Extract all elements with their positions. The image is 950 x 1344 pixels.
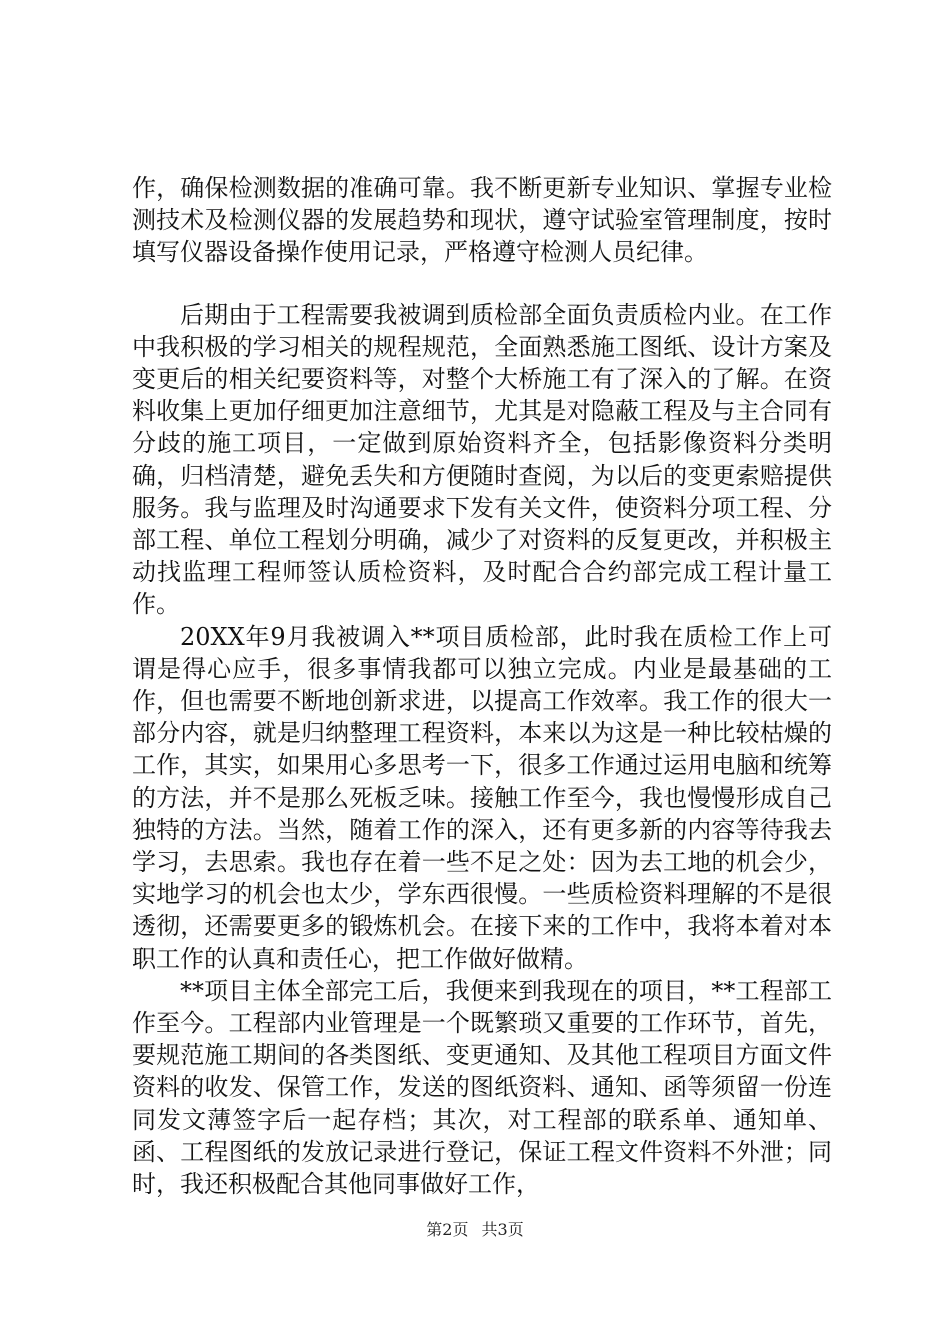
paragraph-continued: 作，确保检测数据的准确可靠。我不断更新专业知识、掌握专业检测技术及检测仪器的发展趋势和现状，遵守试验室管理制度，按时填写仪器设备操作使用记录，严格遵守检测人员纪律。 [132, 174, 832, 267]
paragraph-engineering-department: **项目主体全部完工后，我便来到我现在的项目，**工程部工作至今。工程部内业管理是一个既繁琐又重要的工作环节，首先，要规范施工期间的各类图纸、变更通知、及其他工程项目方面文件资料的收发、保管工作，发送的图纸资料、通知、函等须留一份连同发文薄签字后一起存档；其次，对工程部的联系单、通知单、函、工程图纸的发放记录进行登记，保证工程文件资料不外泄；同时，我还积极配合其他同事做好工作， [132, 976, 832, 1199]
page-footer [0, 1217, 950, 1240]
page-total: 共3页 [481, 1220, 524, 1239]
document-body [132, 172, 832, 1200]
page-number: 第2页 [426, 1220, 469, 1239]
paragraph-project-transfer: 20XX年9月我被调入**项目质检部，此时我在质检工作上可谓是得心应手，很多事情我都可以独立完成。内业是最基础的工作，但也需要不断地创新求进，以提高工作效率。我工作的很大一部分内容，就是归纳整理工程资料，本来以为这是一种比较枯燥的工作，其实，如果用心多思考一下，很多工作通过运用电脑和统筹的方法，并不是那么死板乏味。接触工作至今，我也慢慢形成自己独特的方法。当然，随着工作的深入，还有更多新的内容等待我去学习，去思索。我也存在着一些不足之处：因为去工地的机会少，实地学习的机会也太少，学东西很慢。一些质检资料理解的不是很透彻，还需要更多的锻炼机会。在接下来的工作中，我将本着对本职工作的认真和责任心，把工作做好做精。 [132, 622, 832, 973]
paragraph-quality-inspection: 后期由于工程需要我被调到质检部全面负责质检内业。在工作中我积极的学习相关的规程规范，全面熟悉施工图纸、设计方案及变更后的相关纪要资料等，对整个大桥施工有了深入的了解。在资料收集上更加仔细更加注意细节，尤其是对隐蔽工程及与主合同有分歧的施工项目，一定做到原始资料齐全，包括影像资料分类明确，归档清楚，避免丢失和方便随时查阅，为以后的变更索赔提供服务。我与监理及时沟通要求下发有关文件，使资料分项工程、分部工程、单位工程划分明确，减少了对资料的反复更改，并积极主动找监理工程师签认质检资料，及时配合合约部完成工程计量工作。 [132, 300, 832, 619]
